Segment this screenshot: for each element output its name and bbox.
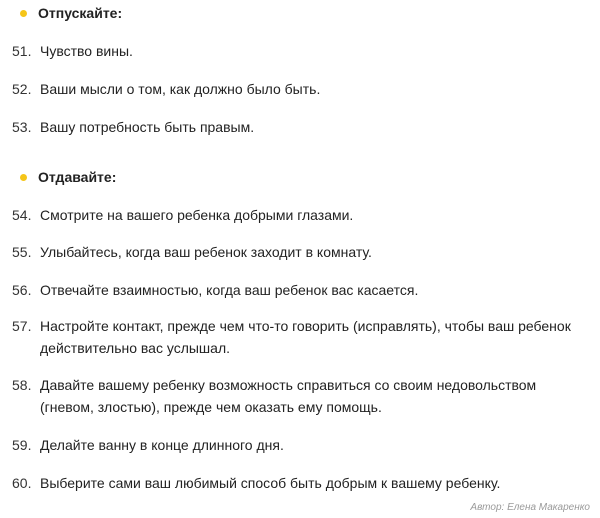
item-text: Отвечайте взаимностью, когда ваш ребенок вас касается.: [40, 282, 419, 298]
item-text: Выберите сами ваш любимый способ быть добрым к вашему ребенку.: [40, 475, 501, 491]
list-item: [12, 40, 582, 62]
bullet-icon: [20, 174, 27, 181]
list-item: [12, 241, 582, 263]
list-item: [12, 374, 582, 418]
item-number: 58.: [12, 377, 32, 393]
list-item: [12, 472, 582, 494]
item-text: Улыбайтесь, когда ваш ребенок заходит в комнату.: [40, 244, 372, 260]
item-text: Чувство вины.: [40, 43, 133, 59]
section-heading-give: [20, 169, 116, 185]
author-credit: Автор: Елена Макаренко: [470, 502, 590, 513]
bullet-icon: [20, 10, 27, 17]
list-item: [12, 434, 582, 456]
list-item: [12, 78, 582, 100]
heading-text: Отдавайте:: [38, 169, 117, 185]
heading-text: Отпускайте:: [38, 5, 123, 21]
item-number: 52.: [12, 81, 32, 97]
item-number: 56.: [12, 282, 32, 298]
section-heading-release: [20, 5, 122, 21]
list-item: [12, 279, 582, 301]
item-text: Делайте ванну в конце длинного дня.: [40, 437, 284, 453]
item-number: 59.: [12, 437, 32, 453]
item-text: Смотрите на вашего ребенка добрыми глазами.: [40, 207, 354, 223]
list-item: [12, 315, 582, 359]
item-number: 57.: [12, 318, 32, 334]
item-text: Давайте вашему ребенку возможность справиться со своим недовольством (гневом, злостью), прежде чем оказать ему помощь.: [40, 377, 537, 415]
item-number: 60.: [12, 475, 32, 491]
item-text: Ваши мысли о том, как должно было быть.: [40, 81, 321, 97]
list-item: [12, 204, 582, 226]
item-number: 53.: [12, 119, 32, 135]
item-text: Настройте контакт, прежде чем что-то говорить (исправлять), чтобы ваш ребенок действительно вас услышал.: [40, 318, 571, 356]
item-number: 51.: [12, 43, 32, 59]
item-text: Вашу потребность быть правым.: [40, 119, 255, 135]
item-number: 54.: [12, 207, 32, 223]
list-item: [12, 116, 582, 138]
item-number: 55.: [12, 244, 32, 260]
